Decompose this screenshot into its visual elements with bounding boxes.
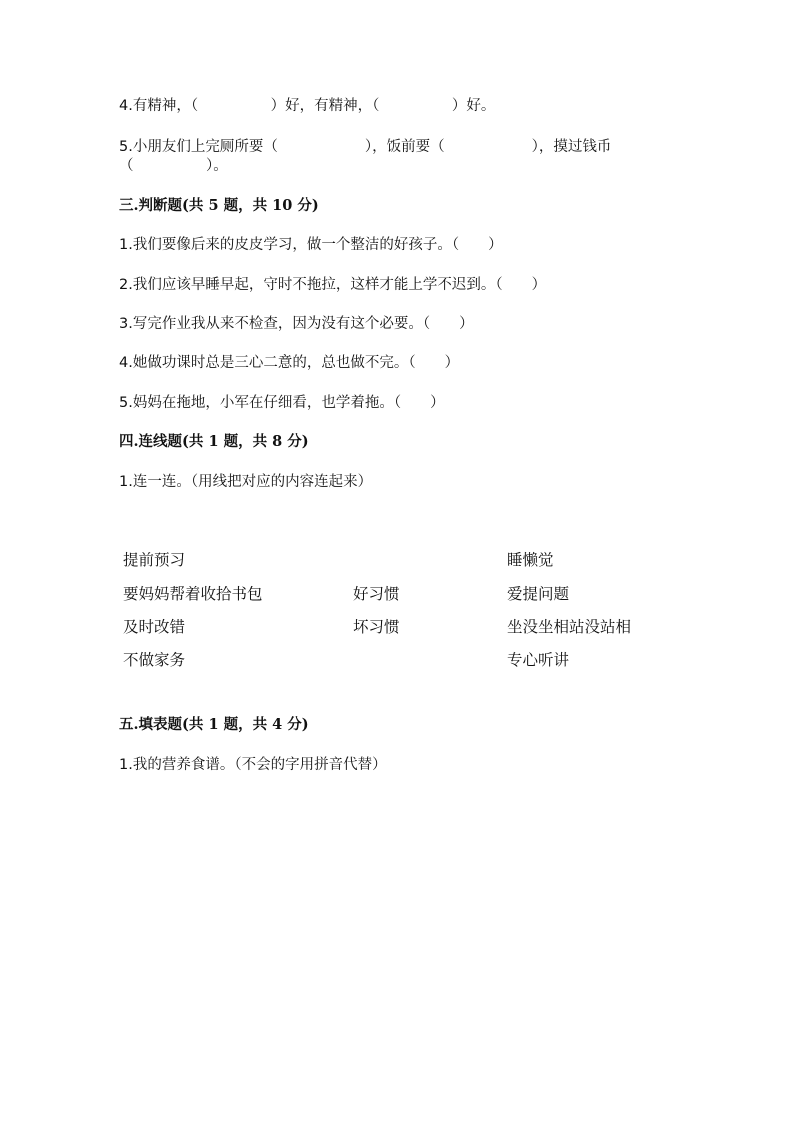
match-right-item-2: 爱提问题: [507, 585, 570, 603]
match-right-item-1: 睡懒觉: [507, 551, 554, 569]
section5-title: 五.填表题(共 1 题，共 4 分): [119, 716, 309, 733]
section4-title: 四.连线题(共 1 题，共 8 分): [119, 433, 309, 450]
match-left-item-2: 要妈妈帮着收拾书包: [123, 585, 263, 603]
fill-question-5-line2: （ ）。: [119, 158, 228, 174]
judge-item-1: 1.我们要像后来的皮皮学习，做一个整洁的好孩子。（ ）: [119, 237, 503, 253]
section3-title: 三.判断题(共 5 题，共 10 分): [119, 197, 319, 214]
match-right-item-3: 坐没坐相站没站相: [507, 618, 632, 636]
judge-item-3: 3.写完作业我从来不检查，因为没有这个必要。（ ）: [119, 316, 474, 332]
judge-item-5: 5.妈妈在拖地，小军在仔细看，也学着拖。（ ）: [119, 395, 445, 411]
match-question: 1.连一连。（用线把对应的内容连起来）: [119, 474, 373, 490]
match-middle-item-2: 坏习惯: [353, 618, 400, 636]
match-left-item-1: 提前预习: [123, 551, 186, 569]
match-left-item-4: 不做家务: [123, 651, 186, 669]
fill-question-4: 4.有精神，（ ）好，有精神，（ ）好。: [119, 98, 496, 114]
judge-item-4: 4.她做功课时总是三心二意的，总也做不完。（ ）: [119, 355, 460, 371]
match-left-item-3: 及时改错: [123, 618, 186, 636]
match-middle-item-1: 好习惯: [353, 585, 400, 603]
match-right-item-4: 专心听讲: [507, 651, 570, 669]
fill-question-5-line1: 5.小朋友们上完厕所要（ ），饭前要（ ），摸过钱币: [119, 139, 612, 155]
table-question: 1.我的营养食谱。（不会的字用拼音代替）: [119, 757, 387, 773]
judge-item-2: 2.我们应该早睡早起，守时不拖拉，这样才能上学不迟到。（ ）: [119, 277, 547, 293]
